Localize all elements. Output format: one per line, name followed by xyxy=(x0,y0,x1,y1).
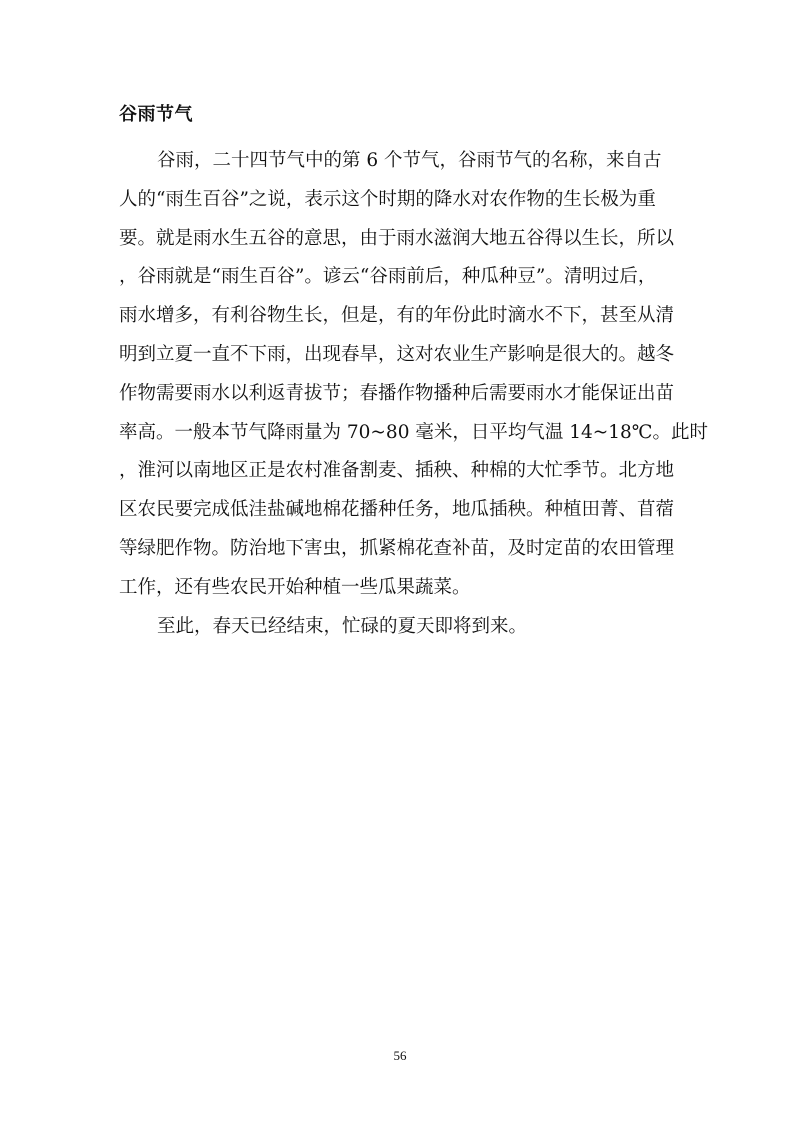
paragraph-line: ，淮河以南地区正是农村准备割麦、插秧、种棉的大忙季节。北方地 xyxy=(119,460,675,482)
document-title: 谷雨节气 xyxy=(119,104,193,125)
paragraph-line: 要。就是雨水生五谷的意思，由于雨水滋润大地五谷得以生长，所以 xyxy=(119,227,675,249)
paragraph-line: ，谷雨就是“雨生百谷”。谚云“谷雨前后，种瓜种豆”。清明过后， xyxy=(119,266,657,288)
page-number: 56 xyxy=(393,1048,407,1063)
paragraph-line: 作物需要雨水以利返青拔节；春播作物播种后需要雨水才能保证出苗 xyxy=(119,382,675,404)
closing-paragraph: 至此，春天已经结束，忙碌的夏天即将到来。 xyxy=(157,615,528,637)
paragraph-line: 明到立夏一直不下雨，出现春旱，这对农业生产影响是很大的。越冬 xyxy=(119,343,675,365)
paragraph-line: 人的“雨生百谷”之说，表示这个时期的降水对农作物的生长极为重 xyxy=(119,188,656,210)
paragraph-line: 谷雨，二十四节气中的第 6 个节气，谷雨节气的名称，来自古 xyxy=(157,150,662,171)
paragraph-line: 区农民要完成低洼盐碱地棉花播种任务，地瓜插秧。种植田菁、苜蓿 xyxy=(119,499,675,521)
paragraph-line: 工作，还有些农民开始种植一些瓜果蔬菜。 xyxy=(119,576,471,598)
paragraph-line: 率高。一般本节气降雨量为 70~80 毫米，日平均气温 14~18℃。此时 xyxy=(119,421,709,443)
paragraph-line: 雨水增多，有利谷物生长，但是，有的年份此时滴水不下，甚至从清 xyxy=(119,305,675,327)
paragraph-line: 等绿肥作物。防治地下害虫，抓紧棉花查补苗，及时定苗的农田管理 xyxy=(119,537,675,559)
document-body xyxy=(119,142,709,646)
